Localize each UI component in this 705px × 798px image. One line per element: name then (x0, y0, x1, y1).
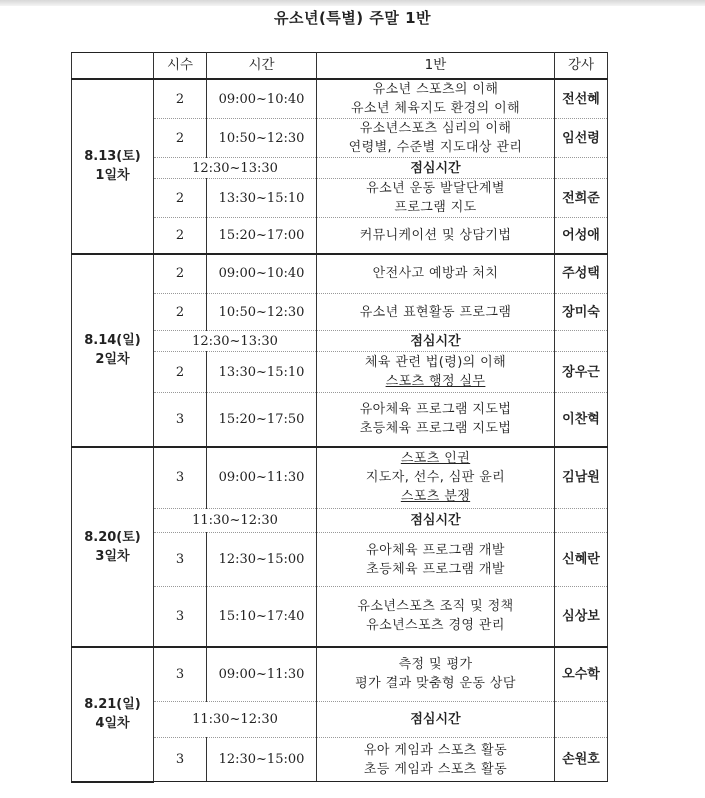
topic-line: 초등체육 프로그램 지도법 (359, 421, 512, 437)
topic-line: 측정 및 평가 (398, 657, 473, 673)
header-row (72, 53, 608, 80)
day-date: 8.21(일) (84, 697, 141, 712)
instructor-cell: 장우근 (555, 352, 608, 393)
lunch-label: 점심시간 (317, 331, 555, 352)
topic-line: 유소년스포츠 심리의 이해 (359, 121, 512, 136)
instructor-cell: 오수학 (555, 647, 608, 702)
topic-line: 프로그램 지도 (394, 200, 477, 215)
lunch-time-cell: 12:30~13:30 (154, 331, 317, 352)
time-cell: 09:00~11:30 (207, 447, 317, 509)
table-row (72, 254, 608, 294)
topic-cell (317, 179, 555, 218)
schedule-table (71, 52, 608, 783)
topic-cell (317, 352, 555, 393)
instructor-cell: 전선혜 (555, 79, 608, 119)
instructor-cell: 어성애 (555, 218, 608, 254)
instructor-cell: 김남원 (555, 447, 608, 509)
topic-line: 커뮤니케이션 및 상담기법 (359, 227, 512, 243)
units-cell: 3 (154, 447, 207, 509)
units-cell: 2 (154, 294, 207, 331)
instructor-cell (555, 702, 608, 738)
topic-cell (317, 393, 555, 447)
topic-line: 유소년 체육지도 환경의 이해 (350, 101, 521, 116)
topic-line: 스포츠 분쟁 (400, 489, 471, 505)
instructor-cell: 임선령 (555, 119, 608, 158)
day-date: 8.20(토) (84, 529, 141, 545)
units-cell: 3 (154, 587, 207, 647)
header-units: 시수 (154, 53, 207, 80)
topic-line: 유소년 표현활동 프로그램 (359, 304, 512, 320)
day-number: 2일차 (95, 352, 130, 367)
topic-cell (317, 647, 555, 702)
time-cell: 10:50~12:30 (207, 119, 317, 158)
topic-line: 지도자, 선수, 심판 윤리 (365, 470, 506, 486)
lunch-label: 점심시간 (317, 702, 555, 738)
time-cell: 15:10~17:40 (207, 587, 317, 647)
instructor-cell (555, 509, 608, 533)
instructor-cell: 주성택 (555, 254, 608, 294)
day-cell (72, 647, 154, 782)
lunch-time-cell: 11:30~12:30 (154, 702, 317, 738)
top-scroll-edge (0, 0, 705, 6)
units-cell: 3 (154, 738, 207, 782)
topic-cell (317, 533, 555, 587)
topic-cell (317, 218, 555, 254)
header-instructor: 강사 (555, 53, 608, 80)
instructor-cell: 이찬혁 (555, 393, 608, 447)
units-cell: 2 (154, 179, 207, 218)
instructor-cell (555, 158, 608, 179)
topic-line: 유아체육 프로그램 지도법 (359, 402, 512, 418)
day-cell (72, 79, 154, 254)
units-cell: 3 (154, 647, 207, 702)
day-number: 1일차 (95, 168, 130, 184)
topic-cell (317, 119, 555, 158)
topic-cell (317, 294, 555, 331)
topic-line: 체육 관련 법(령)의 이해 (364, 355, 507, 370)
time-cell: 12:30~15:00 (207, 738, 317, 782)
instructor-cell: 전희준 (555, 179, 608, 218)
units-cell: 3 (154, 533, 207, 587)
instructor-cell: 신혜란 (555, 533, 608, 587)
topic-line: 연령별, 수준별 지도대상 관리 (348, 140, 523, 155)
day-cell (72, 254, 154, 447)
units-cell: 2 (154, 79, 207, 119)
topic-line: 유아 게임과 스포츠 활동 (363, 742, 508, 758)
instructor-cell: 손원호 (555, 738, 608, 782)
time-cell: 13:30~15:10 (207, 352, 317, 393)
topic-line: 스포츠 인권 (400, 451, 471, 467)
time-cell: 12:30~15:00 (207, 533, 317, 587)
table-row (72, 79, 608, 119)
topic-line: 초등체육 프로그램 개발 (366, 561, 505, 577)
units-cell: 3 (154, 393, 207, 447)
instructor-cell: 장미숙 (555, 294, 608, 331)
time-cell: 09:00~10:40 (207, 79, 317, 119)
day-number: 3일차 (95, 548, 130, 564)
time-cell: 09:00~10:40 (207, 254, 317, 294)
topic-line: 유아체육 프로그램 개발 (366, 542, 505, 558)
header-time: 시간 (207, 53, 317, 80)
lunch-label: 점심시간 (317, 158, 555, 179)
topic-cell (317, 738, 555, 782)
lunch-label: 점심시간 (317, 509, 555, 533)
day-date: 8.14(일) (84, 333, 141, 348)
topic-line: 유소년스포츠 경영 관리 (366, 618, 505, 634)
topic-line: 스포츠 행정 실무 (385, 374, 486, 389)
topic-line: 초등 게임과 스포츠 활동 (363, 761, 508, 777)
table-row (72, 447, 608, 509)
topic-cell (317, 447, 555, 509)
topic-line: 안전사고 예방과 처치 (372, 266, 499, 282)
topic-line: 유소년 스포츠의 이해 (372, 82, 499, 97)
day-cell (72, 447, 154, 647)
units-cell: 2 (154, 352, 207, 393)
time-cell: 13:30~15:10 (207, 179, 317, 218)
time-cell: 09:00~11:30 (207, 647, 317, 702)
lunch-time-cell: 11:30~12:30 (154, 509, 317, 533)
time-cell: 10:50~12:30 (207, 294, 317, 331)
day-date: 8.13(토) (84, 149, 141, 165)
topic-cell (317, 587, 555, 647)
time-cell: 15:20~17:50 (207, 393, 317, 447)
day-number: 4일차 (95, 716, 130, 731)
instructor-cell (555, 331, 608, 352)
topic-line: 유소년 운동 발달단계별 (366, 181, 505, 196)
table-row (72, 647, 608, 702)
document-title: 유소년(특별) 주말 1반 (273, 9, 431, 27)
lunch-time-cell: 12:30~13:30 (154, 158, 317, 179)
topic-cell (317, 79, 555, 119)
units-cell: 2 (154, 119, 207, 158)
units-cell: 2 (154, 254, 207, 294)
topic-line: 유소년스포츠 조직 및 정책 (357, 599, 514, 615)
topic-cell (317, 254, 555, 294)
header-class: 1반 (317, 53, 555, 80)
topic-line: 평가 결과 맞춤형 운동 상담 (355, 676, 516, 692)
time-cell: 15:20~17:00 (207, 218, 317, 254)
instructor-cell: 심상보 (555, 587, 608, 647)
header-date (72, 53, 154, 80)
units-cell: 2 (154, 218, 207, 254)
